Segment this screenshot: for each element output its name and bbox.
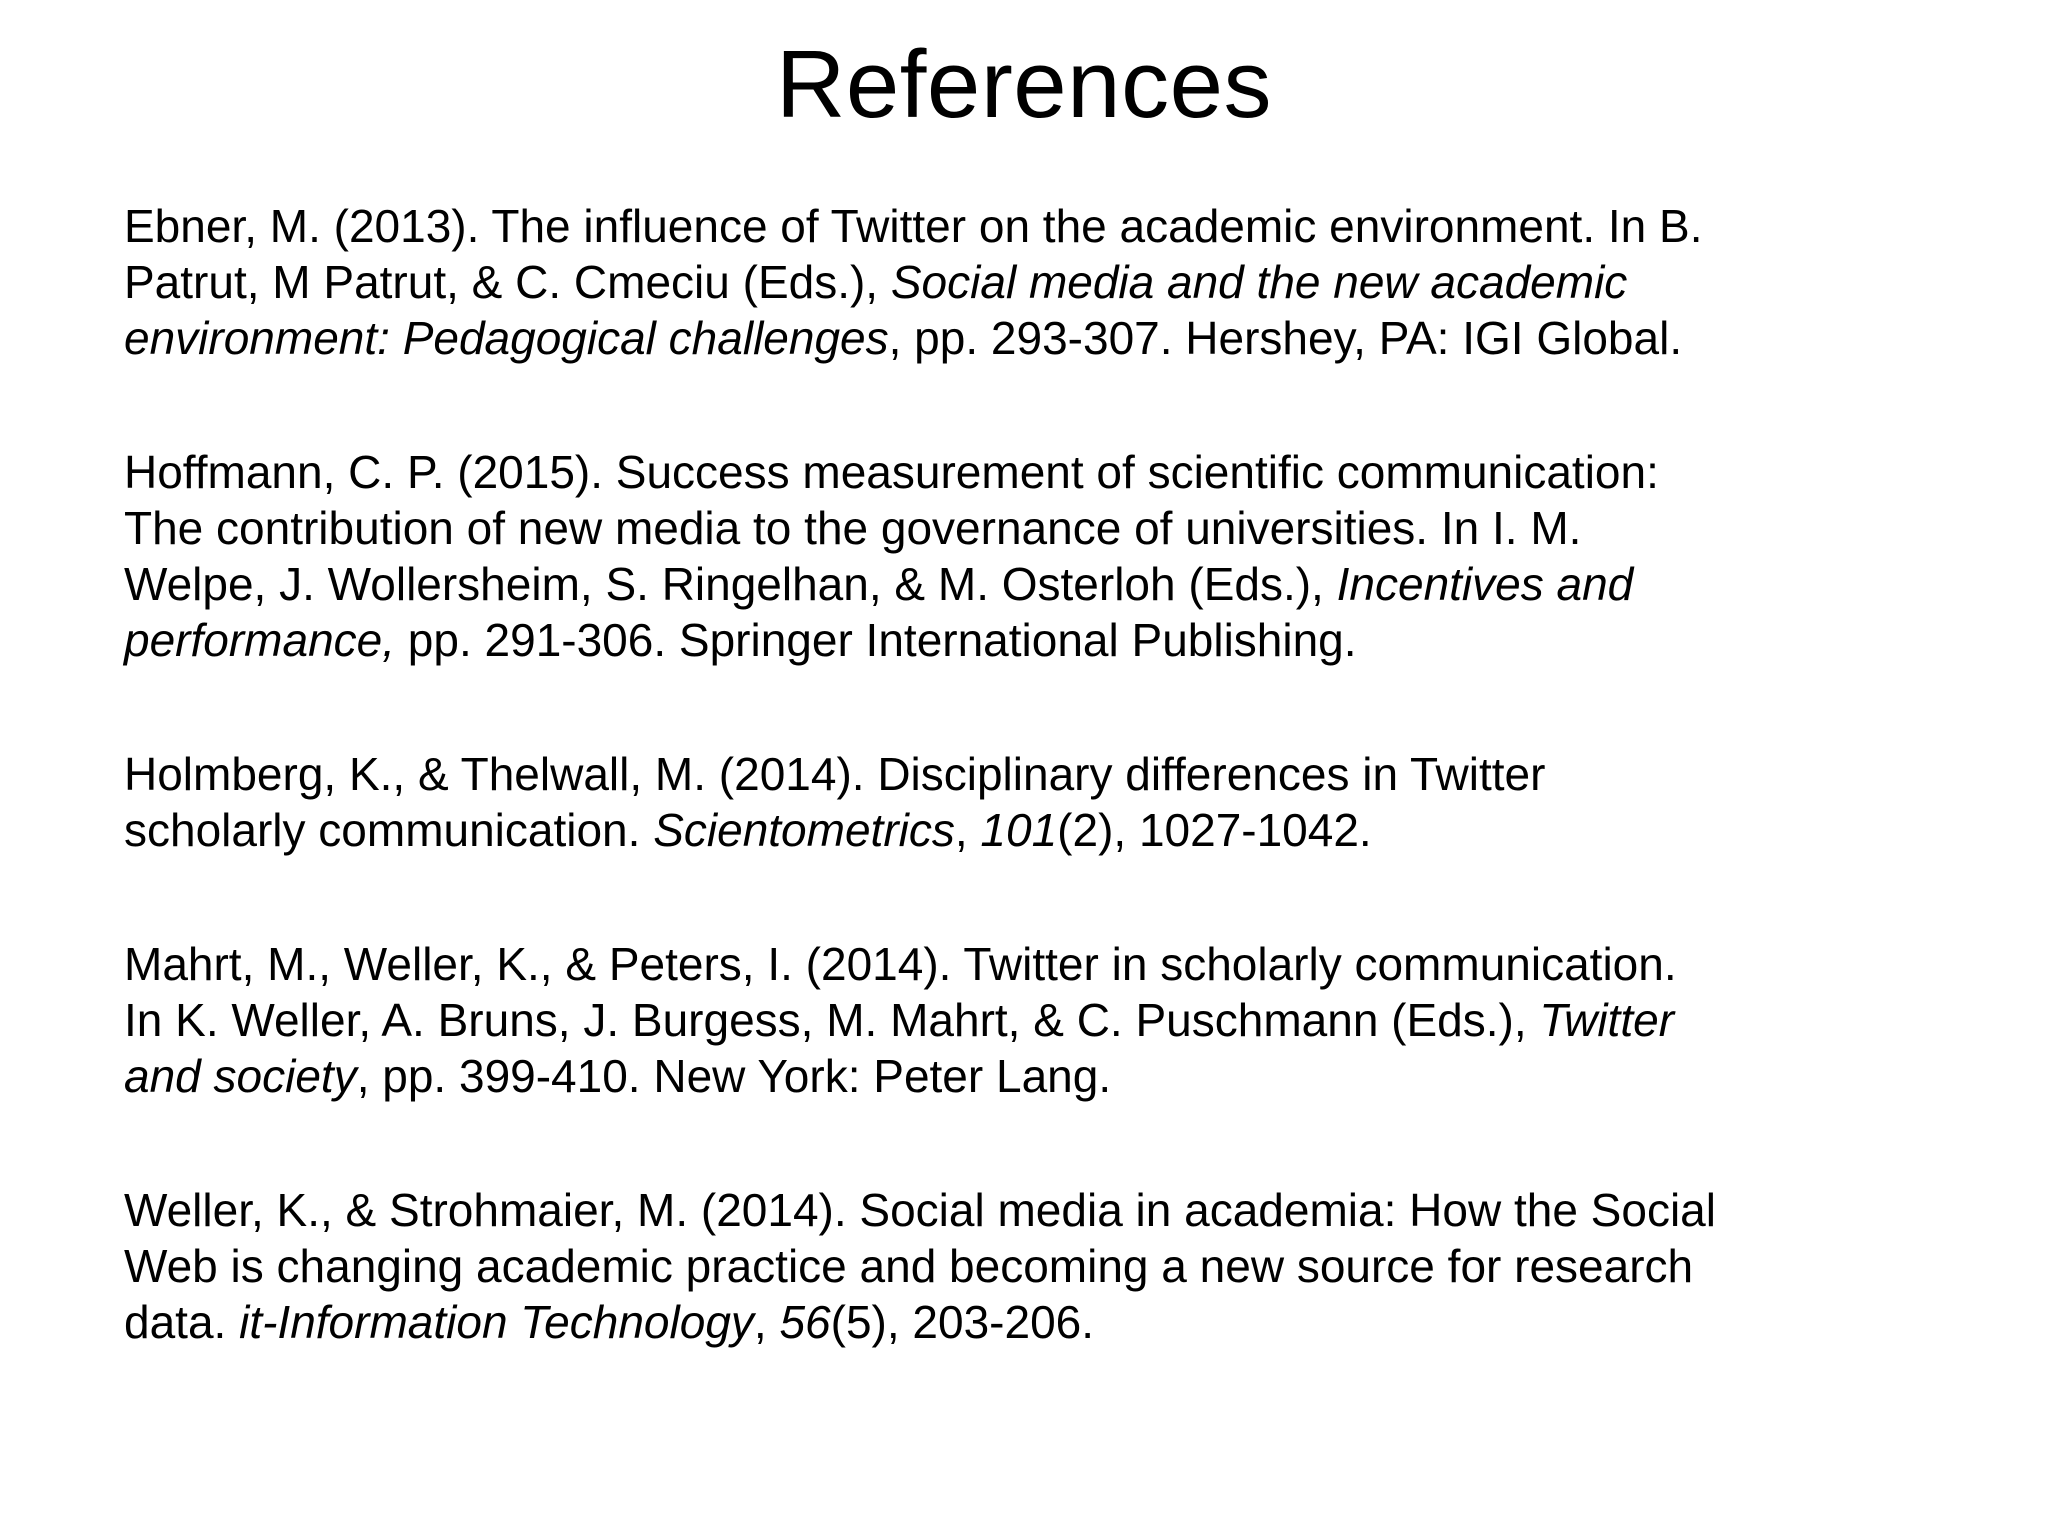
reference-line (124, 992, 1944, 1048)
reference-text: , (753, 1296, 780, 1348)
reference-italic-text: it-Information Technology (239, 1296, 754, 1348)
reference-line (124, 1238, 1944, 1294)
reference-italic-text: Social media and the new academic (890, 256, 1628, 308)
reference-line (124, 936, 1944, 992)
reference-text: In K. Weller, A. Bruns, J. Burgess, M. Mahrt, & C. Puschmann (Eds.), (124, 994, 1540, 1046)
reference-italic-text: Scientometrics (653, 804, 955, 856)
reference-line (124, 1182, 1944, 1238)
reference-text: (5), 203-206. (830, 1296, 1095, 1348)
reference-text: scholarly communication. (124, 804, 654, 856)
reference-text: (2), 1027-1042. (1057, 804, 1372, 856)
reference-italic-text: 101 (980, 804, 1058, 856)
reference-line (124, 310, 1944, 366)
reference-text: Web is changing academic practice and becoming a new source for research (124, 1240, 1694, 1292)
reference-list (124, 198, 1944, 1428)
reference-line (124, 1048, 1944, 1104)
reference-text: Welpe, J. Wollersheim, S. Ringelhan, & M. Osterloh (Eds.), (124, 558, 1337, 610)
reference-line (124, 612, 1944, 668)
reference-italic-text: Incentives and (1336, 558, 1634, 610)
reference-text: pp. 291-306. Springer International Publishing. (395, 614, 1357, 666)
reference-entry (124, 444, 1944, 668)
reference-text: Mahrt, M., Weller, K., & Peters, I. (2014). Twitter in scholarly communication. (124, 938, 1677, 990)
reference-line (124, 444, 1944, 500)
reference-line (124, 254, 1944, 310)
slide-title: References (776, 31, 1272, 138)
reference-entry (124, 746, 1944, 858)
reference-text: Hoffmann, C. P. (2015). Success measurement of scientific communication: (124, 446, 1659, 498)
reference-italic-text: 56 (779, 1296, 831, 1348)
reference-text: Patrut, M Patrut, & C. Cmeciu (Eds.), (124, 256, 891, 308)
reference-entry (124, 936, 1944, 1104)
reference-text: The contribution of new media to the governance of universities. In I. M. (124, 502, 1582, 554)
reference-italic-text: Twitter (1539, 994, 1675, 1046)
reference-line (124, 198, 1944, 254)
reference-line (124, 746, 1944, 802)
reference-text: , (954, 804, 981, 856)
reference-line (124, 556, 1944, 612)
reference-text: , pp. 293-307. Hershey, PA: IGI Global. (888, 312, 1683, 364)
reference-text: Ebner, M. (2013). The influence of Twitter on the academic environment. In B. (124, 200, 1703, 252)
reference-text: , pp. 399-410. New York: Peter Lang. (356, 1050, 1112, 1102)
reference-text: Holmberg, K., & Thelwall, M. (2014). Disciplinary differences in Twitter (124, 748, 1546, 800)
reference-line (124, 1294, 1944, 1350)
reference-italic-text: performance, (124, 614, 396, 666)
reference-italic-text: and society (124, 1050, 357, 1102)
reference-text: data. (124, 1296, 240, 1348)
reference-entry (124, 198, 1944, 366)
reference-text: Weller, K., & Strohmaier, M. (2014). Social media in academia: How the Social (124, 1184, 1716, 1236)
reference-entry (124, 1182, 1944, 1350)
reference-italic-text: environment: Pedagogical challenges (124, 312, 889, 364)
reference-line (124, 802, 1944, 858)
reference-line (124, 500, 1944, 556)
